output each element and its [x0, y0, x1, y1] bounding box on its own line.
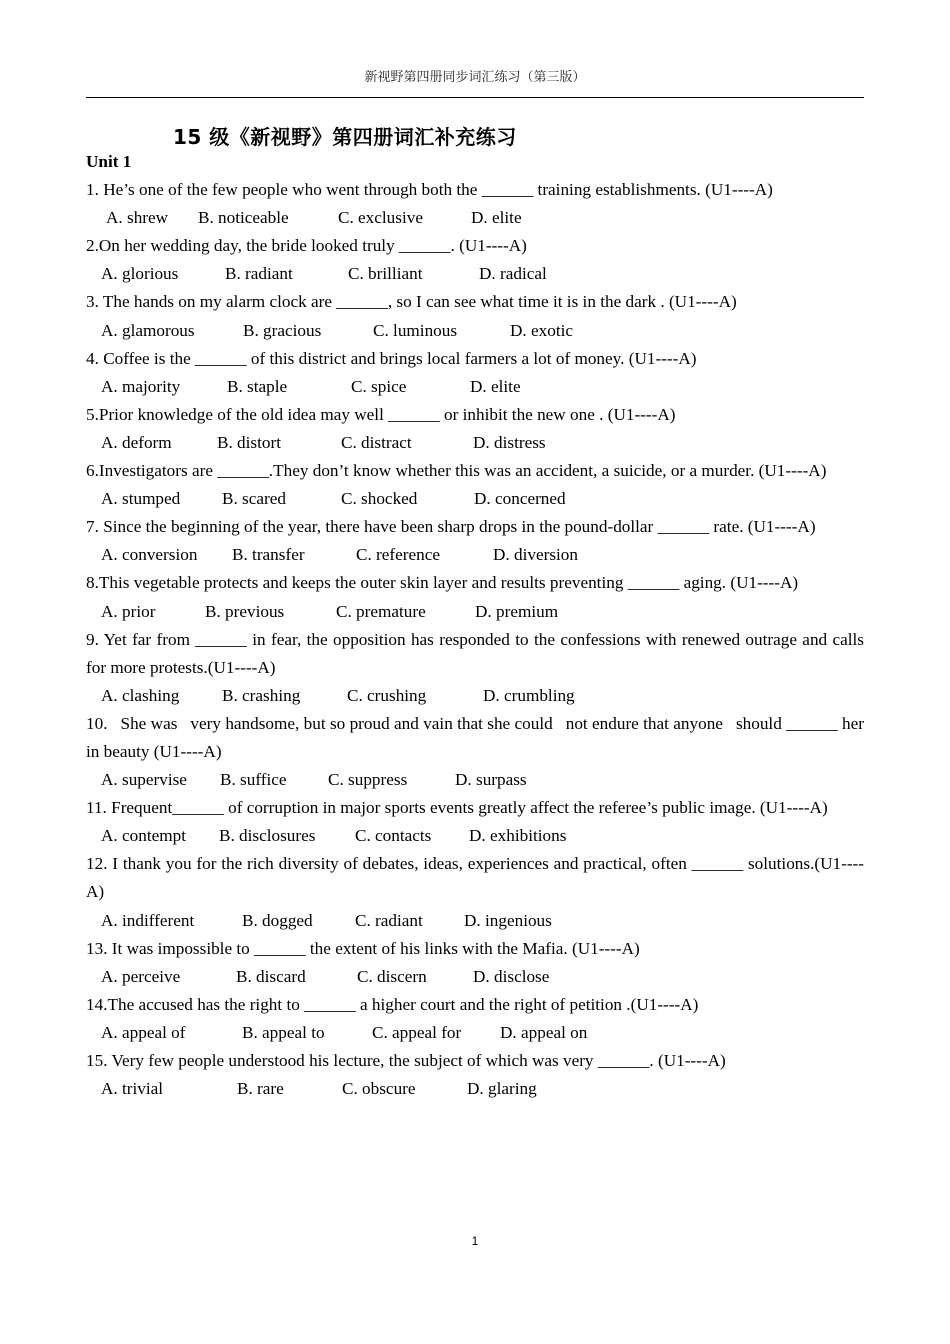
option-a: A. glorious	[101, 264, 179, 284]
option-c: C. spice	[351, 376, 407, 396]
option-row	[86, 1075, 864, 1103]
running-header: 新视野第四册同步词汇练习（第三版）	[364, 70, 586, 85]
option-b: B. distort	[217, 432, 281, 452]
question-14	[86, 991, 864, 1047]
option-b: B. appeal to	[242, 1022, 325, 1042]
option-c: C. discern	[357, 966, 427, 986]
option-c: C. contacts	[355, 826, 432, 846]
question-text: 7. Since the beginning of the year, there have been sharp drops in the pound-dollar ______ rate. (U1----A)	[86, 517, 816, 537]
option-d: D. ingenious	[464, 910, 552, 930]
option-c: C. reference	[356, 545, 440, 565]
option-c: C. brilliant	[348, 264, 423, 284]
option-d: D. glaring	[467, 1079, 537, 1099]
question-1	[86, 176, 864, 232]
unit-heading: Unit 1	[86, 152, 132, 171]
option-d: D. exhibitions	[469, 826, 567, 846]
option-d: D. crumbling	[483, 685, 575, 705]
question-text: 11. Frequent______ of corruption in major sports events greatly affect the referee’s public image. (U1----A)	[86, 798, 828, 818]
option-b: B. discard	[236, 966, 306, 986]
option-c: C. obscure	[342, 1079, 416, 1099]
option-a: A. supervise	[101, 770, 187, 790]
question-8	[86, 569, 864, 625]
option-b: B. crashing	[222, 685, 301, 705]
option-row	[86, 822, 864, 850]
option-b: B. dogged	[242, 910, 313, 930]
option-a: A. appeal of	[101, 1022, 186, 1042]
question-11	[86, 794, 864, 850]
option-row	[86, 373, 864, 401]
question-text: 9. Yet far from ______ in fear, the opposition has responded to the confessions with renewed outrage and calls for more protests.(U1----A)	[86, 629, 864, 677]
option-row	[86, 598, 864, 626]
option-row	[86, 682, 864, 710]
option-row	[86, 204, 864, 232]
option-b: B. rare	[237, 1079, 284, 1099]
question-5	[86, 401, 864, 457]
question-2	[86, 232, 864, 288]
option-a: A. deform	[101, 432, 172, 452]
option-row	[86, 766, 864, 794]
header-rule	[86, 97, 864, 98]
option-c: C. appeal for	[372, 1022, 462, 1042]
question-13	[86, 935, 864, 991]
question-7	[86, 513, 864, 569]
option-a: A. shrew	[106, 208, 169, 228]
option-c: C. suppress	[328, 770, 408, 790]
question-text: 12. I thank you for the rich diversity of debates, ideas, experiences and practical, often ______ solutions.(U1----A)	[86, 854, 864, 902]
question-text: 14.The accused has the right to ______ a higher court and the right of petition .(U1----A)	[86, 994, 699, 1014]
option-b: B. scared	[222, 489, 286, 509]
question-10	[86, 710, 869, 794]
option-b: B. suffice	[220, 770, 287, 790]
option-b: B. previous	[205, 601, 285, 621]
question-text: 3. The hands on my alarm clock are ______, so I can see what time it is in the dark . (U1----A)	[86, 292, 737, 312]
question-text: 4. Coffee is the ______ of this district and brings local farmers a lot of money. (U1----A)	[86, 348, 697, 368]
option-c: C. crushing	[347, 685, 427, 705]
question-12	[86, 850, 864, 934]
option-d: D. radical	[479, 264, 547, 284]
option-a: A. glamorous	[101, 320, 195, 340]
option-d: D. diversion	[493, 545, 578, 565]
option-a: A. contempt	[101, 826, 186, 846]
question-text: 15. Very few people understood his lecture, the subject of which was very ______. (U1----A)	[86, 1051, 726, 1070]
option-row	[86, 1019, 864, 1047]
option-a: A. clashing	[101, 685, 180, 705]
document-title: 15 级《新视野》第四册词汇补充练习	[173, 125, 517, 149]
question-4	[86, 345, 864, 401]
option-a: A. prior	[101, 601, 156, 621]
option-c: C. premature	[336, 601, 426, 621]
option-a: A. majority	[101, 376, 181, 396]
option-c: C. radiant	[355, 910, 423, 930]
option-d: D. disclose	[473, 966, 550, 986]
option-d: D. elite	[471, 208, 522, 228]
option-b: B. disclosures	[219, 826, 316, 846]
question-15	[86, 1047, 864, 1103]
option-a: A. indifferent	[101, 910, 195, 930]
option-row	[86, 541, 864, 569]
option-d: D. exotic	[510, 320, 574, 340]
option-d: D. distress	[473, 432, 546, 452]
question-text: 1. He’s one of the few people who went through both the ______ training establishments. (U1----A)	[86, 180, 773, 200]
option-row	[86, 260, 864, 288]
option-b: B. gracious	[243, 320, 322, 340]
option-d: D. premium	[475, 601, 559, 621]
option-row	[86, 485, 864, 513]
option-d: D. surpass	[455, 770, 527, 790]
question-9	[86, 626, 864, 710]
option-d: D. appeal on	[500, 1022, 588, 1042]
exercise-content	[86, 148, 869, 1103]
option-a: A. perceive	[101, 966, 181, 986]
option-b: B. transfer	[232, 545, 305, 565]
question-text: 2.On her wedding day, the bride looked truly ______. (U1----A)	[86, 236, 527, 256]
option-c: C. distract	[341, 432, 412, 452]
question-text: 13. It was impossible to ______ the extent of his links with the Mafia. (U1----A)	[86, 938, 640, 958]
option-c: C. exclusive	[338, 208, 423, 228]
page-number: 1	[471, 1234, 479, 1248]
option-b: B. staple	[227, 376, 288, 396]
question-text: 8.This vegetable protects and keeps the outer skin layer and results preventing ______ aging. (U1----A)	[86, 573, 799, 593]
question-6	[86, 457, 864, 513]
option-a: A. trivial	[101, 1079, 164, 1099]
question-text: 6.Investigators are ______.They don’t know whether this was an accident, a suicide, or a murder. (U1----A)	[86, 461, 827, 481]
option-d: D. elite	[470, 376, 521, 396]
option-d: D. concerned	[474, 489, 566, 509]
option-row	[86, 317, 864, 345]
question-text: 10. She was very handsome, but so proud and vain that she could not endure that anyone should ______ her in beauty (U1----A)	[86, 713, 869, 761]
question-3	[86, 288, 864, 344]
option-a: A. conversion	[101, 545, 198, 565]
option-row	[86, 963, 864, 991]
question-text: 5.Prior knowledge of the old idea may well ______ or inhibit the new one . (U1----A)	[86, 404, 676, 424]
option-b: B. radiant	[225, 264, 293, 284]
option-a: A. stumped	[101, 489, 181, 509]
option-row	[86, 907, 864, 935]
option-c: C. luminous	[373, 320, 458, 340]
option-b: B. noticeable	[198, 208, 289, 228]
option-row	[86, 429, 864, 457]
option-c: C. shocked	[341, 489, 418, 509]
